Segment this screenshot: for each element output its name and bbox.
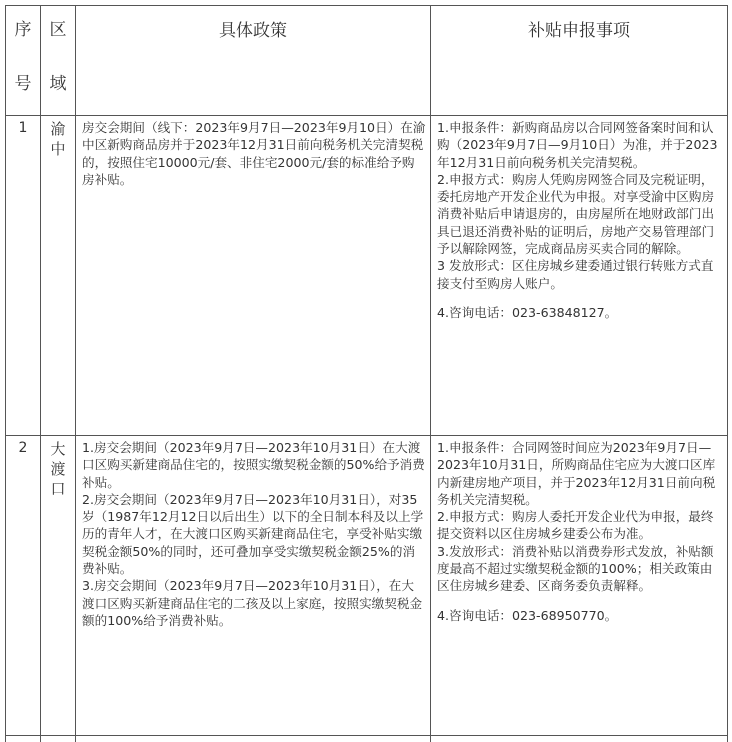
subsidy-cell [431,436,728,736]
policy-table [5,5,728,742]
header-row [6,6,728,116]
row-number: 1 [6,116,41,436]
subsidy-cell [431,116,728,436]
header-policy: 具体政策 [76,6,431,116]
subsidy-condition: 1.申报条件：新购商品房以合同网签备案时间和认购（2023年9月7日—9月10日）为准，并于2023年12月31日前向税务机关完清契税。 [437,119,723,171]
cut-cell [41,736,76,742]
cut-cell [76,736,431,742]
row-number: 2 [6,436,41,736]
row-district: 渝 中 [41,116,76,436]
header-district: 区 域 [41,6,76,116]
header-number: 序 号 [6,6,41,116]
subsidy-method: 2.申报方式：购房人凭购房网签合同及完税证明，委托房地产开发企业代为申报。对享受渝中区购房消费补贴后申请退房的，由房屋所在地财政部门出具已退还消费补贴的证明后，房地产交易管理部门予以解除网签，完成商品房买卖合同的解除。 [437,171,723,257]
table-row [6,116,728,436]
policy-cell [76,436,431,736]
cut-off-row [6,736,728,742]
subsidy-condition: 1.申报条件：合同网签时间应为2023年9月7日—2023年10月31日，所购商品住宅应为大渡口区库内新建房地产项目，并于2023年12月31日前向税务机关完清契税。 [437,439,723,508]
subsidy-distribution: 3 发放形式：区住房城乡建委通过银行转账方式直接支付至购房人账户。 [437,257,723,292]
subsidy-phone: 4.咨询电话：023-68950770。 [437,607,723,624]
cut-cell [6,736,41,742]
policy-cell [76,116,431,436]
subsidy-phone: 4.咨询电话：023-63848127。 [437,304,723,321]
subsidy-distribution: 3.发放形式：消费补贴以消费券形式发放，补贴额度最高不超过实缴契税金额的100%；相关政策由区住房城乡建委、区商务委负责解释。 [437,543,723,595]
header-subsidy: 补贴申报事项 [431,6,728,116]
policy-item-2: 2.房交会期间（2023年9月7日—2023年10月31日），对35岁（1987年12月12日以后出生）以下的全日制本科及以上学历的青年人才，在大渡口区购买新建商品住宅，享受补贴实缴契税金额50%的同时，还可叠加享受实缴契税金额25%的消费补贴。 [82,491,426,577]
subsidy-method: 2.申报方式：购房人委托开发企业代为申报，最终提交资料以区住房城乡建委公布为准。 [437,508,723,543]
policy-item-1: 1.房交会期间（2023年9月7日—2023年10月31日）在大渡口区购买新建商品住宅的，按照实缴契税金额的50%给予消费补贴。 [82,439,426,491]
table-row [6,436,728,736]
row-district: 大 渡 口 [41,436,76,736]
policy-item-3: 3.房交会期间（2023年9月7日—2023年10月31日），在大渡口区购买新建商品住宅的二孩及以上家庭，按照实缴契税金额的100%给予消费补贴。 [82,577,426,629]
cut-cell [431,736,728,742]
policy-text: 房交会期间（线下：2023年9月7日—2023年9月10日）在渝中区新购商品房并于2023年12月31日前向税务机关完清契税的，按照住宅10000元/套、非住宅2000元/套的标准给予购房补贴。 [82,119,426,188]
